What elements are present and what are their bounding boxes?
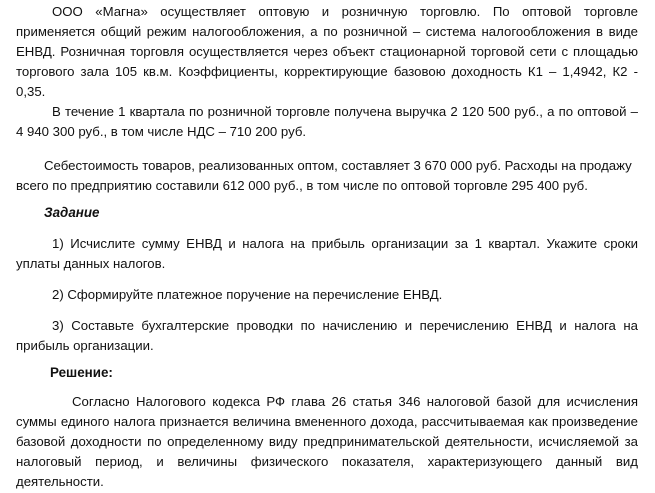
task-item-3: 3) Составьте бухгалтерские проводки по начислению и перечислению ЕНВД и налога на прибыль организации. <box>16 318 638 353</box>
task-item-2: 2) Сформируйте платежное поручение на перечисление ЕНВД. <box>52 287 443 302</box>
task-item-1: 1) Исчислите сумму ЕНВД и налога на прибыль организации за 1 квартал. Укажите сроки уплаты данных налогов. <box>16 236 638 271</box>
solution-paragraph: Согласно Налогового кодекса РФ глава 26 статья 346 налоговой базой для исчисления суммы единого налога признается величина вмененного дохода, рассчитываемая как произведение базовой доходности по определенному виду предпринимательской деятельности, исчисляемой за налоговый период, и величины физического показателя, характеризующего данный вид деятельности. <box>16 394 638 489</box>
task-heading: Задание <box>44 205 100 220</box>
intro-paragraph: ООО «Магна» осуществляет оптовую и розничную торговлю. По оптовой торговле применяется общий режим налогообложения, а по розничной – система налогообложения в виде ЕНВД. Розничная торговля осуществляется через объект стационарной торговой сети с площадью торгового зала 105 кв.м. Коэффициенты, корректирующие базовою доходность К1 – 1,4942, К2 - 0,35. <box>16 4 638 99</box>
solution-heading: Решение: <box>50 365 113 380</box>
revenue-paragraph: В течение 1 квартала по розничной торговле получена выручка 2 120 500 руб., а по оптовой – 4 940 300 руб., в том числе НДС – 710 200 руб. <box>16 104 638 139</box>
costs-paragraph: Себестоимость товаров, реализованных оптом, составляет 3 670 000 руб. Расходы на продажу всего по предприятию составили 612 000 руб., в том числе по оптовой торговле 295 400 руб. <box>16 158 632 193</box>
